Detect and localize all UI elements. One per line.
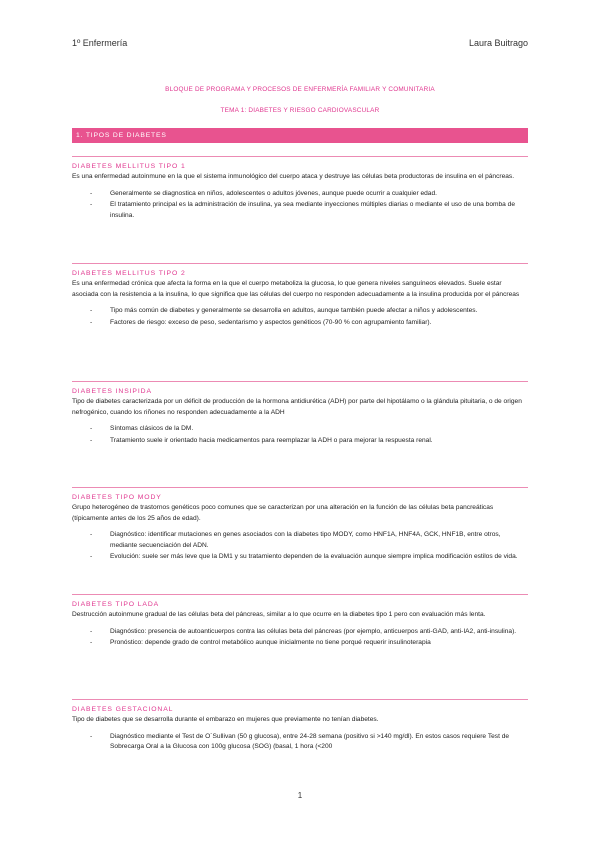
bullet-list	[72, 732, 528, 753]
block-paragraph: Tipo de diabetes caracterizada por un déficit de producción de la hormona antidiurética (ADH) por parte del hipotálamo o la glándula pituitaria, o de origen nefrogénico, cuando los riñones no responden adecuadamente a la ADH	[72, 398, 522, 416]
block-paragraph: Tipo de diabetes que se desarrolla durante el embarazo en mujeres que previamente no tenían diabetes.	[72, 716, 379, 723]
bullet-list	[72, 306, 528, 328]
list-item: - Generalmente se diagnostica en niños, adolescentes o adultos jóvenes, aunque puede ocurrir a cualquier edad.	[72, 189, 528, 200]
header-right: Laura Buitrago	[468, 38, 528, 48]
list-item: - El tratamiento principal es la administración de insulina, ya sea mediante inyecciones múltiples diarias o mediante el uso de una bomba de insulina.	[72, 200, 528, 221]
list-item: - Diagnóstico mediante el Test de O´Sullivan (50 g glucosa), entre 24-28 semana (positivo si >140 mg/dl). En estos casos requiere Test de Sobrecarga Oral a la Glucosa con 100g glucosa (SOG) (basal, 1 hora (<200	[72, 732, 528, 753]
list-item: - Factores de riesgo: exceso de peso, sedentarismo y aspectos genéticos (70-90 % con agrupamiento familiar).	[72, 318, 528, 329]
document-title: BLOQUE DE PROGRAMA Y PROCESOS DE ENFERMERÍA FAMILIAR Y COMUNITARIA	[165, 86, 435, 93]
section-heading: 1. TIPOS DE DIABETES	[72, 128, 528, 143]
list-item: - Diagnóstico: identificar mutaciones en genes asociados con la diabetes tipo MODY, como HNF1A, HNF4A, GCK, HNF1B, entre otros, mediante secuenciación del ADN.	[72, 530, 528, 551]
header-left: 1º Enfermería	[72, 38, 128, 48]
list-item: - Pronóstico: depende grado de control metabólico aunque inicialmente no tiene porqué requerir insulinoterapia	[72, 638, 528, 649]
block-paragraph: Destrucción autoinmune gradual de las células beta del páncreas, similar a lo que ocurre en la diabetes tipo 1 pero con evaluación más lenta.	[72, 611, 486, 618]
list-item: - Tipo más común de diabetes y generalmente se desarrolla en adultos, aunque también puede afectar a niños y adolescentes.	[72, 306, 528, 317]
block-diabetes-tipo-2	[72, 263, 528, 329]
bullet-list	[72, 530, 528, 563]
block-paragraph: Es una enfermedad crónica que afecta la forma en la que el cuerpo metaboliza la glucosa, lo que genera niveles sanguíneos elevados. Suele estar asociada con la resistencia a la insulina, lo que significa que las células del cuerpo no responden adecuadamente a la insulina producida por el páncreas	[72, 280, 520, 298]
block-heading: DIABETES MELLITUS TIPO 1	[72, 156, 528, 172]
bullet-list	[72, 627, 528, 649]
bullet-list	[72, 189, 528, 222]
bullet-list	[72, 424, 528, 446]
list-item: - Diagnóstico: presencia de autoanticuerpos contra las células beta del páncreas (por ejemplo, anticuerpos anti-GAD, anti-IA2, anti-insulina).	[72, 627, 528, 638]
list-item: - Evolución: suele ser más leve que la DM1 y su tratamiento dependen de la evaluación aunque siempre implica modificación estilos de vida.	[72, 552, 528, 563]
block-diabetes-insipida	[72, 381, 528, 447]
block-diabetes-lada	[72, 594, 528, 650]
page-number: 1	[297, 791, 303, 800]
block-heading: DIABETES GESTACIONAL	[72, 699, 528, 715]
list-item: - Tratamiento suele ir orientado hacia medicamentos para reemplazar la ADH o para mejorar la respuesta renal.	[72, 436, 528, 447]
block-diabetes-mody	[72, 487, 528, 564]
block-paragraph: Es una enfermedad autoinmune en la que el sistema inmunológico del cuerpo ataca y destruye las células beta productoras de insulina en el páncreas.	[72, 173, 515, 180]
block-heading: DIABETES TIPO LADA	[72, 594, 528, 610]
block-diabetes-tipo-1	[72, 156, 528, 222]
block-heading: DIABETES INSIPIDA	[72, 381, 528, 397]
topic-title: TEMA 1: DIABETES Y RIESGO CARDIOVASCULAR	[220, 107, 380, 114]
list-item: - Síntomas clásicos de la DM.	[72, 424, 528, 435]
block-heading: DIABETES TIPO MODY	[72, 487, 528, 503]
block-paragraph: Grupo heterogéneo de trastornos genéticos poco comunes que se caracterizan por una alteración en la función de las células beta pancreáticas (típicamente antes de los 25 años de edad).	[72, 504, 494, 522]
block-heading: DIABETES MELLITUS TIPO 2	[72, 263, 528, 279]
block-diabetes-gestacional	[72, 699, 528, 754]
